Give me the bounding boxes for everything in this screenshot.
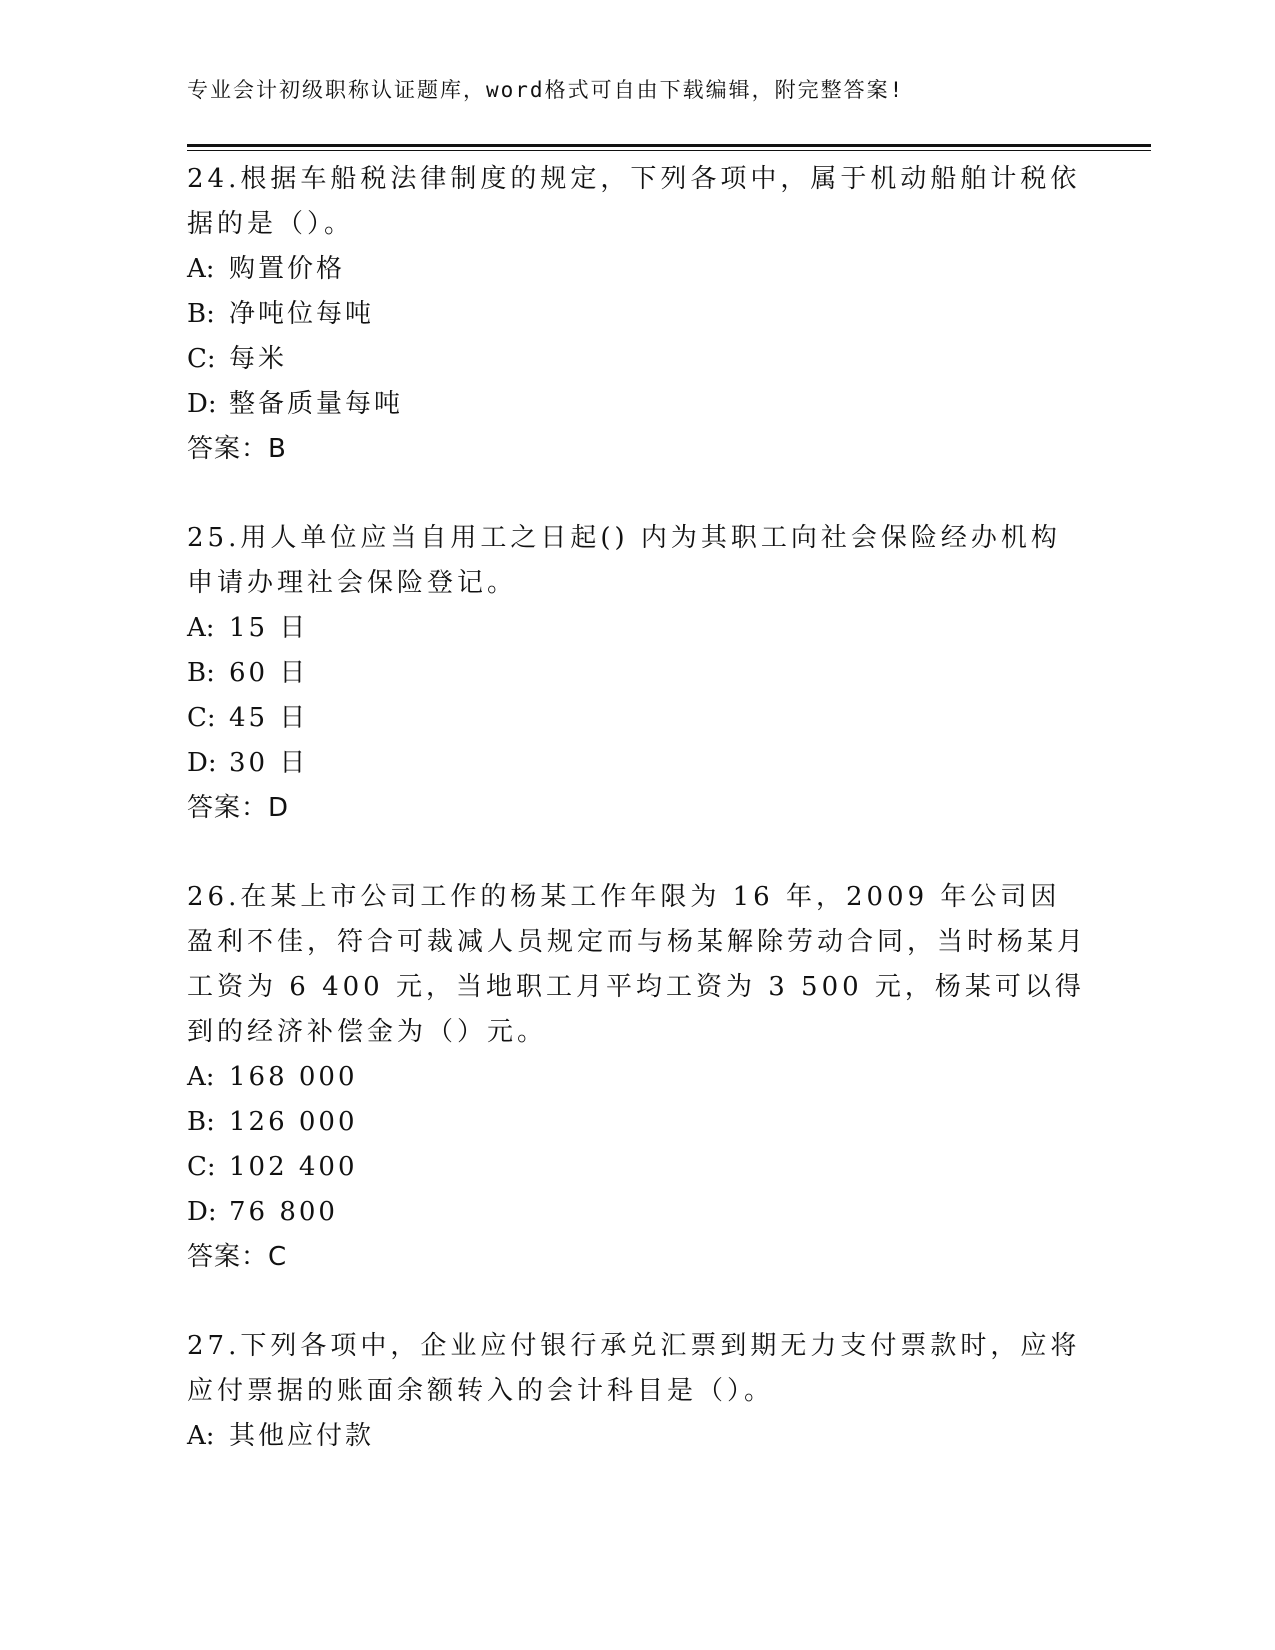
option-text: 126 000 (229, 1107, 358, 1137)
header-rule-thin (187, 150, 1151, 151)
option-text: 76 800 (229, 1197, 338, 1227)
question-26 (187, 875, 1087, 1280)
option-text: 15 日 (229, 613, 309, 643)
option-text: 购置价格 (229, 254, 346, 284)
option-letter: C: (187, 344, 216, 374)
option-text: 每米 (229, 344, 288, 374)
option-text: 整备质量每吨 (229, 389, 404, 419)
option-text: 168 000 (229, 1062, 358, 1092)
option-letter: D: (187, 389, 217, 419)
option-c (187, 1145, 1087, 1190)
option-letter: C: (187, 1152, 216, 1182)
option-d (187, 1190, 1087, 1235)
header-rule-thick (187, 144, 1151, 147)
option-d (187, 741, 1087, 786)
option-letter: A: (187, 1062, 215, 1092)
option-b (187, 651, 1087, 696)
option-letter: B: (187, 299, 215, 329)
option-text: 45 日 (229, 703, 309, 733)
option-letter: D: (187, 1197, 217, 1227)
question-stem: 24.根据车船税法律制度的规定，下列各项中，属于机动船舶计税依据的是（）。 (187, 164, 1081, 239)
option-text: 30 日 (229, 748, 309, 778)
question-stem: 27.下列各项中，企业应付银行承兑汇票到期无力支付票款时，应将应付票据的账面余额转入的会计科目是（）。 (187, 1331, 1081, 1406)
option-letter: C: (187, 703, 216, 733)
document-header: 专业会计初级职称认证题库，word格式可自由下载编辑，附完整答案! (187, 78, 905, 102)
answer-line: 答案：D (187, 793, 290, 823)
option-letter: A: (187, 613, 215, 643)
option-a (187, 1055, 1087, 1100)
question-27 (187, 1324, 1087, 1459)
option-b (187, 1100, 1087, 1145)
option-text: 其他应付款 (229, 1421, 375, 1451)
option-text: 102 400 (229, 1152, 358, 1182)
option-letter: B: (187, 1107, 215, 1137)
option-text: 60 日 (229, 658, 309, 688)
option-a (187, 606, 1087, 651)
option-c (187, 337, 1087, 382)
option-b (187, 292, 1087, 337)
option-a (187, 247, 1087, 292)
question-list (187, 157, 1087, 1503)
option-a (187, 1414, 1087, 1459)
answer-line: 答案：B (187, 434, 287, 464)
question-stem: 25.用人单位应当自用工之日起() 内为其职工向社会保险经办机构申请办理社会保险登记。 (187, 523, 1061, 598)
option-c (187, 696, 1087, 741)
option-d (187, 382, 1087, 427)
option-letter: A: (187, 1421, 215, 1451)
question-24 (187, 157, 1087, 472)
option-letter: B: (187, 658, 215, 688)
option-letter: D: (187, 748, 217, 778)
option-letter: A: (187, 254, 215, 284)
question-25 (187, 516, 1087, 831)
answer-line: 答案：C (187, 1242, 288, 1272)
option-text: 净吨位每吨 (229, 299, 375, 329)
question-stem: 26.在某上市公司工作的杨某工作年限为 16 年，2009 年公司因盈利不佳，符合可裁减人员规定而与杨某解除劳动合同，当时杨某月工资为 6 400 元，当地职工月平均工资为 3 500 元，杨某可以得到的经济补偿金为（）元。 (187, 882, 1088, 1047)
